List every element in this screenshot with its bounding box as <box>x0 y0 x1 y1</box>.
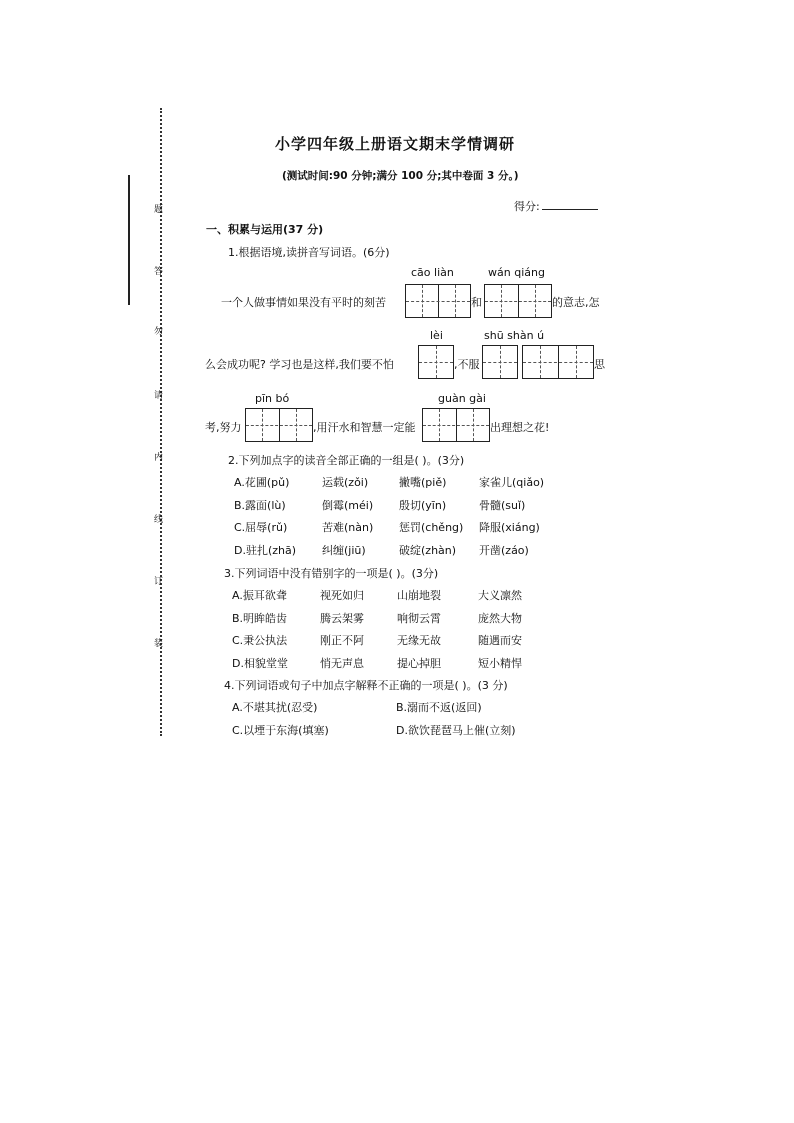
answer-box-shu[interactable] <box>482 345 518 379</box>
margin-char: 勿 <box>154 327 164 337</box>
option-cell: 苦难(nàn) <box>322 521 374 534</box>
option-cell[interactable]: C.屈辱(rǔ) <box>234 521 288 534</box>
option-cell: 视死如归 <box>320 589 364 602</box>
option-cell: 响彻云霄 <box>397 611 441 625</box>
option-cell: 随遇而安 <box>478 634 522 647</box>
option-cell[interactable]: D.驻扎(zhā) <box>234 543 297 557</box>
option-cell: 倒霉(méi) <box>322 498 374 512</box>
q1-line3-text: ,用汗水和智慧一定能 <box>313 421 416 434</box>
option-cell: 山崩地裂 <box>397 589 441 602</box>
option-cell: 大义凛然 <box>478 589 522 602</box>
option-cell[interactable]: A.花圃(pǔ) <box>234 476 290 489</box>
question-1-prompt: 1.根据语境,读拼音写词语。(6分) <box>228 246 390 259</box>
option-cell[interactable]: C.以堙于东海(填塞) <box>232 723 329 737</box>
option-cell: 庞然大物 <box>478 611 522 625</box>
option-cell: B.溺而不返(返回) <box>396 701 482 714</box>
q1-line1-text: 一个人做事情如果没有平时的刻苦 <box>221 296 386 309</box>
option-cell: 撇嘴(piě) <box>399 476 447 489</box>
margin-char: 订 <box>154 577 164 587</box>
option-cell: 提心掉胆 <box>397 656 441 670</box>
option-cell: 破绽(zhàn) <box>399 543 457 557</box>
q1-line2-text: ,不服 <box>454 358 480 371</box>
pinyin-label: pīn bó <box>255 392 290 405</box>
option-cell[interactable]: D.相貌堂堂 <box>232 656 288 670</box>
q1-line1-text: 的意志,怎 <box>552 296 600 309</box>
margin-char: 请 <box>154 391 164 401</box>
q1-line3-text: 考,努力 <box>205 421 242 434</box>
q1-line2-text: 思 <box>594 358 605 371</box>
score-blank[interactable] <box>542 209 598 210</box>
option-cell: 开凿(záo) <box>479 543 529 557</box>
option-cell: 殷切(yīn) <box>399 498 447 512</box>
margin-char: 题 <box>154 205 164 215</box>
answer-box-shanyu[interactable] <box>522 345 594 379</box>
option-cell: 无缘无故 <box>397 634 441 647</box>
option-cell: 惩罚(chěng) <box>399 521 464 534</box>
page-subtitle: (测试时间:90 分钟;满分 100 分;其中卷面 3 分。) <box>282 170 519 182</box>
margin-char: 答 <box>154 267 164 277</box>
option-cell: 降服(xiáng) <box>479 521 540 534</box>
margin-char: 线 <box>154 515 164 525</box>
question-3-prompt: 3.下列词语中没有错别字的一项是( )。(3分) <box>224 567 439 580</box>
option-cell: 家雀儿(qiǎo) <box>479 476 545 489</box>
option-cell[interactable]: A.振耳欲聋 <box>232 589 287 602</box>
question-4-prompt: 4.下列词语或句子中加点字解释不正确的一项是( )。(3 分) <box>224 679 508 692</box>
option-cell: 腾云架雾 <box>320 611 364 625</box>
page-title: 小学四年级上册语文期末学情调研 <box>275 135 516 153</box>
option-cell[interactable]: C.秉公执法 <box>232 634 288 647</box>
option-cell: 短小精悍 <box>478 656 522 670</box>
question-2-prompt: 2.下列加点字的读音全部正确的一组是( )。(3分) <box>228 454 465 467</box>
option-cell[interactable]: B.露面(lù) <box>234 498 286 512</box>
option-cell: 纠缠(jiū) <box>322 543 366 557</box>
answer-box-pinbo[interactable] <box>245 408 313 442</box>
margin-char: 内 <box>154 453 164 463</box>
answer-box-guangai[interactable] <box>422 408 490 442</box>
pinyin-label: shū shàn ú <box>484 329 545 342</box>
q1-line1-text: 和 <box>471 296 482 309</box>
option-cell: 悄无声息 <box>320 656 364 670</box>
option-cell: 运载(zǒi) <box>322 476 369 489</box>
pinyin-label: wán qiáng <box>488 266 545 279</box>
option-cell: D.欲饮琵琶马上催(立刻) <box>396 723 516 737</box>
q1-line3-text: 出理想之花! <box>490 421 550 434</box>
option-cell: 骨髓(suǐ) <box>479 498 526 512</box>
section-heading: 一、积累与运用(37 分) <box>206 223 324 236</box>
score-field <box>514 198 598 214</box>
option-cell[interactable]: A.不堪其扰(忍受) <box>232 701 318 714</box>
answer-box-caolian[interactable] <box>405 284 471 318</box>
margin-bar <box>128 175 130 305</box>
option-cell[interactable]: B.明眸皓齿 <box>232 611 288 625</box>
option-cell: 刚正不阿 <box>320 634 364 647</box>
answer-box-lei[interactable] <box>418 345 454 379</box>
score-label: 得分: <box>514 200 540 213</box>
margin-char: 装 <box>154 639 164 649</box>
pinyin-label: cāo liàn <box>411 266 454 279</box>
pinyin-label: lèi <box>430 329 443 342</box>
pinyin-label: guàn gài <box>438 392 486 405</box>
q1-line2-text: 么会成功呢? 学习也是这样,我们要不怕 <box>205 358 394 371</box>
answer-box-wanqiang[interactable] <box>484 284 552 318</box>
